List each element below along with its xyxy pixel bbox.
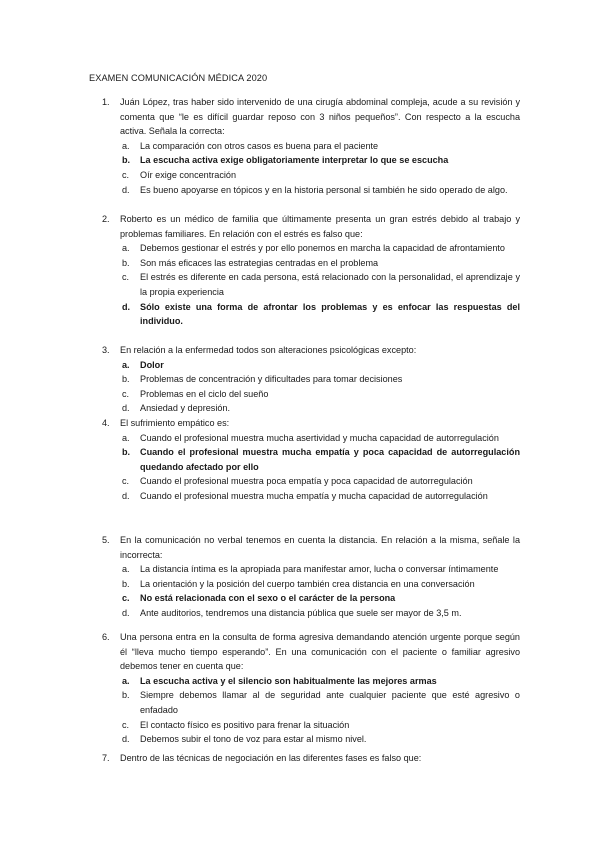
option-a: a. La comparación con otros casos es buena para el paciente bbox=[122, 140, 379, 151]
option-c: c. Cuando el profesional muestra poca empatía y poca capacidad de autorregulación bbox=[122, 476, 473, 487]
question-5 bbox=[102, 533, 520, 621]
question-text: Dentro de las técnicas de negociación en las diferentes fases es falso que: bbox=[120, 753, 422, 763]
question-number: 5. bbox=[102, 535, 110, 545]
question-text: El sufrimiento empático es: bbox=[120, 418, 230, 428]
question-text: Roberto es un médico de familia que últimamente presenta un gran estrés debido al trabajo y problemas familiares. En relación con el estrés es falso que: bbox=[120, 214, 520, 239]
question-4 bbox=[102, 416, 520, 504]
option-b: b. Siempre debemos llamar al de seguridad ante cualquier paciente que esté agresivo o enfadado bbox=[122, 690, 520, 715]
options-list bbox=[102, 562, 520, 620]
question-2 bbox=[102, 212, 520, 329]
option-d: d. Es bueno apoyarse en tópicos y en la historia personal si también he sido operado de algo. bbox=[122, 184, 508, 195]
question-7 bbox=[102, 751, 520, 766]
question-1 bbox=[102, 95, 520, 197]
option-c: c. Oír exige concentración bbox=[122, 169, 237, 180]
option-c: c. El estrés es diferente en cada persona, está relacionado con la personalidad, el aprendizaje y la propia experiencia bbox=[122, 272, 520, 297]
question-number: 1. bbox=[102, 97, 110, 107]
question-text: Juán López, tras haber sido intervenido de una cirugía abdominal compleja, acude a su revisión y comenta que “le es difícil guardar reposo con 3 niños pequeños”. Con respecto a la escucha activa. Señala la correcta: bbox=[120, 97, 520, 137]
option-d: d. Debemos subir el tono de voz para estar al mismo nivel. bbox=[122, 734, 367, 745]
options-list bbox=[102, 674, 520, 747]
question-number: 2. bbox=[102, 214, 110, 224]
option-c: c. El contacto físico es positivo para frenar la situación bbox=[122, 719, 350, 730]
option-a: a. Debemos gestionar el estrés y por ello ponemos en marcha la capacidad de afrontamiento bbox=[122, 243, 505, 254]
question-number: 7. bbox=[102, 753, 110, 763]
option-d: d. Cuando el profesional muestra mucha empatía y mucha capacidad de autorregulación bbox=[122, 490, 488, 501]
question-6 bbox=[102, 630, 520, 747]
question-number: 3. bbox=[102, 345, 110, 355]
option-b: b. Problemas de concentración y dificultades para tomar decisiones bbox=[122, 374, 403, 385]
option-d: d. Ansiedad y depresión. bbox=[122, 403, 230, 414]
option-b: b. La orientación y la posición del cuerpo también crea distancia en una conversación bbox=[122, 578, 475, 589]
option-c: c. No está relacionada con el sexo o el carácter de la persona bbox=[122, 593, 396, 604]
question-number: 6. bbox=[102, 632, 110, 642]
question-text: Una persona entra en la consulta de forma agresiva demandando atención urgente porque según él “lleva mucho tiempo esperando”. En una comunicación con el paciente o familiar agresivo debemos tener en cuenta que: bbox=[120, 632, 520, 672]
option-b: b. Son más eficaces las estrategias centradas en el problema bbox=[122, 257, 379, 268]
options-list bbox=[102, 139, 520, 197]
option-d: d. Sólo existe una forma de afrontar los problemas y es enfocar las respuestas del individuo. bbox=[122, 301, 520, 327]
option-c: c. Problemas en el ciclo del sueño bbox=[122, 388, 269, 399]
options-list bbox=[102, 358, 520, 416]
option-a: a. La distancia íntima es la apropiada para manifestar amor, lucha o conversar íntimamente bbox=[122, 564, 499, 575]
options-list bbox=[102, 241, 520, 329]
question-text: En la comunicación no verbal tenemos en cuenta la distancia. En relación a la misma, señale la incorrecta: bbox=[120, 535, 520, 560]
option-d: d. Ante auditorios, tendremos una distancia pública que suele ser mayor de 3,5 m. bbox=[122, 607, 462, 618]
options-list bbox=[102, 431, 520, 504]
question-3 bbox=[102, 343, 520, 416]
question-number: 4. bbox=[102, 418, 110, 428]
exam-title: EXAMEN COMUNICACIÓN MÉDICA 2020 bbox=[89, 73, 268, 83]
question-text: En relación a la enfermedad todos son alteraciones psicológicas excepto: bbox=[120, 345, 417, 355]
option-a: a. La escucha activa y el silencio son habitualmente las mejores armas bbox=[122, 675, 437, 686]
option-b: b. Cuando el profesional muestra mucha empatía y poca capacidad de autorregulación quedando afectado por ello bbox=[122, 447, 520, 472]
option-a: a. Cuando el profesional muestra mucha asertividad y mucha capacidad de autorregulación bbox=[122, 432, 499, 443]
option-a: a. Dolor bbox=[122, 359, 164, 370]
option-b: b. La escucha activa exige obligatoriamente interpretar lo que se escucha bbox=[122, 155, 449, 166]
